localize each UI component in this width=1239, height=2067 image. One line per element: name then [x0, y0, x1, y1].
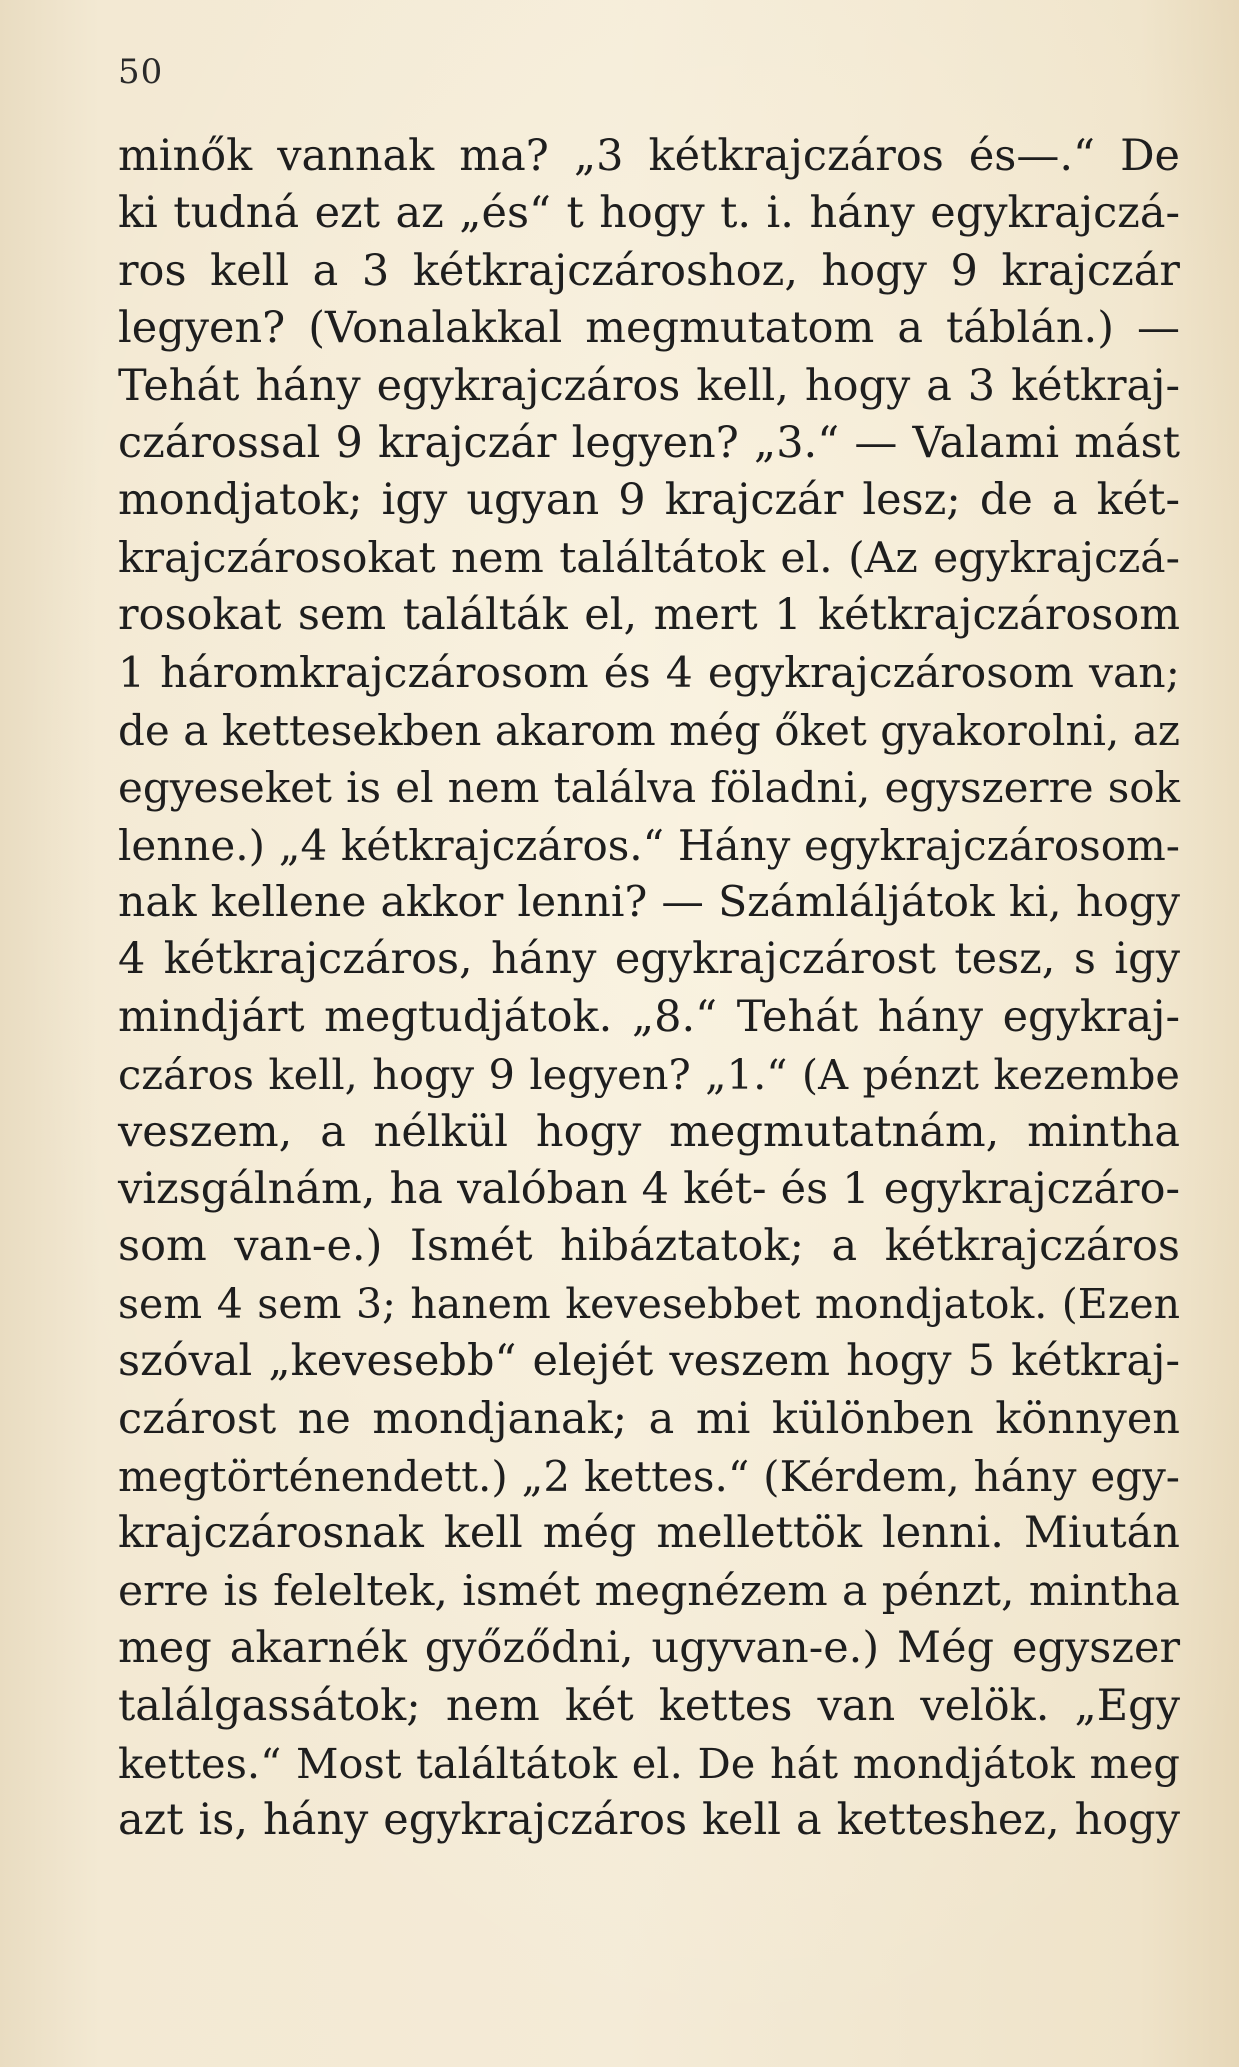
text-line-27: meg akarnék győződni, ugyvan-e.) Még egyszer [118, 1623, 1180, 1674]
body-text [118, 128, 1180, 1850]
text-line-22: szóval „kevesebb“ elejét veszem hogy 5 kétkraj- [118, 1336, 1180, 1387]
text-line-29: kettes.“ Most találtátok el. De hát mondjátok meg [118, 1738, 1180, 1788]
text-line-20: som van-e.) Ismét hibáztatok; a kétkrajczáros [118, 1221, 1180, 1272]
text-line-4: legyen? (Vonalakkal megmutatom a táblán.) — [118, 303, 1180, 354]
text-line-30: azt is, hány egykrajczáros kell a ketteshez, hogy [118, 1795, 1180, 1846]
text-line-26: erre is feleltek, ismét megnézem a pénzt, mintha [118, 1566, 1180, 1616]
text-line-15: 4 kétkrajczáros, hány egykrajczárost tesz, s igy [118, 934, 1180, 985]
text-line-28: találgassátok; nem két kettes van velök. „Egy [118, 1680, 1180, 1731]
page-number: 50 [118, 52, 164, 92]
text-line-8: krajczárosokat nem találtátok el. (Az egykrajczá- [118, 533, 1180, 583]
text-line-17: czáros kell, hogy 9 legyen? „1.“ (A pénzt kezembe [118, 1050, 1180, 1100]
text-line-16: mindjárt megtudjátok. „8.“ Tehát hány egykraj- [118, 991, 1180, 1042]
text-line-13: lenne.) „4 kétkrajczáros.“ Hány egykrajczárosom- [118, 820, 1180, 870]
text-line-21: sem 4 sem 3; hanem kevesebbet mondjatok. (Ezen [118, 1279, 1180, 1328]
text-line-19: vizsgálnám, ha valóban 4 két- és 1 egykrajczáro- [118, 1164, 1180, 1215]
text-line-14: nak kellene akkor lenni? — Számláljátok ki, hogy [118, 878, 1180, 928]
text-line-24: megtörténendett.) „2 kettes.“ (Kérdem, hány egy- [118, 1451, 1180, 1501]
text-line-6: czárossal 9 krajczár legyen? „3.“ — Valami mást [118, 417, 1180, 468]
text-line-2: ki tudná ezt az „és“ t hogy t. i. hány egykrajczá- [118, 188, 1180, 239]
text-line-18: veszem, a nélkül hogy megmutatnám, mintha [118, 1106, 1180, 1157]
text-line-23: czárost ne mondjanak; a mi különben könnyen [118, 1393, 1180, 1444]
text-line-10: 1 háromkrajczárosom és 4 egykrajczárosom van; [118, 648, 1180, 698]
text-line-12: egyeseket is el nem találva föladni, egyszerre sok [118, 763, 1180, 813]
text-line-9: rosokat sem találták el, mert 1 kétkrajczárosom [118, 590, 1180, 641]
text-line-7: mondjatok; igy ugyan 9 krajczár lesz; de a két- [118, 475, 1180, 526]
text-line-25: krajczárosnak kell még mellettök lenni. Miután [118, 1508, 1180, 1559]
text-line-1: minők vannak ma? „3 kétkrajczáros és—.“ De [118, 131, 1180, 181]
text-line-5: Tehát hány egykrajczáros kell, hogy a 3 kétkraj- [118, 360, 1180, 411]
text-line-3: ros kell a 3 kétkrajczároshoz, hogy 9 krajczár [118, 245, 1180, 296]
text-line-11: de a kettesekben akarom még őket gyakorolni, az [118, 705, 1180, 755]
